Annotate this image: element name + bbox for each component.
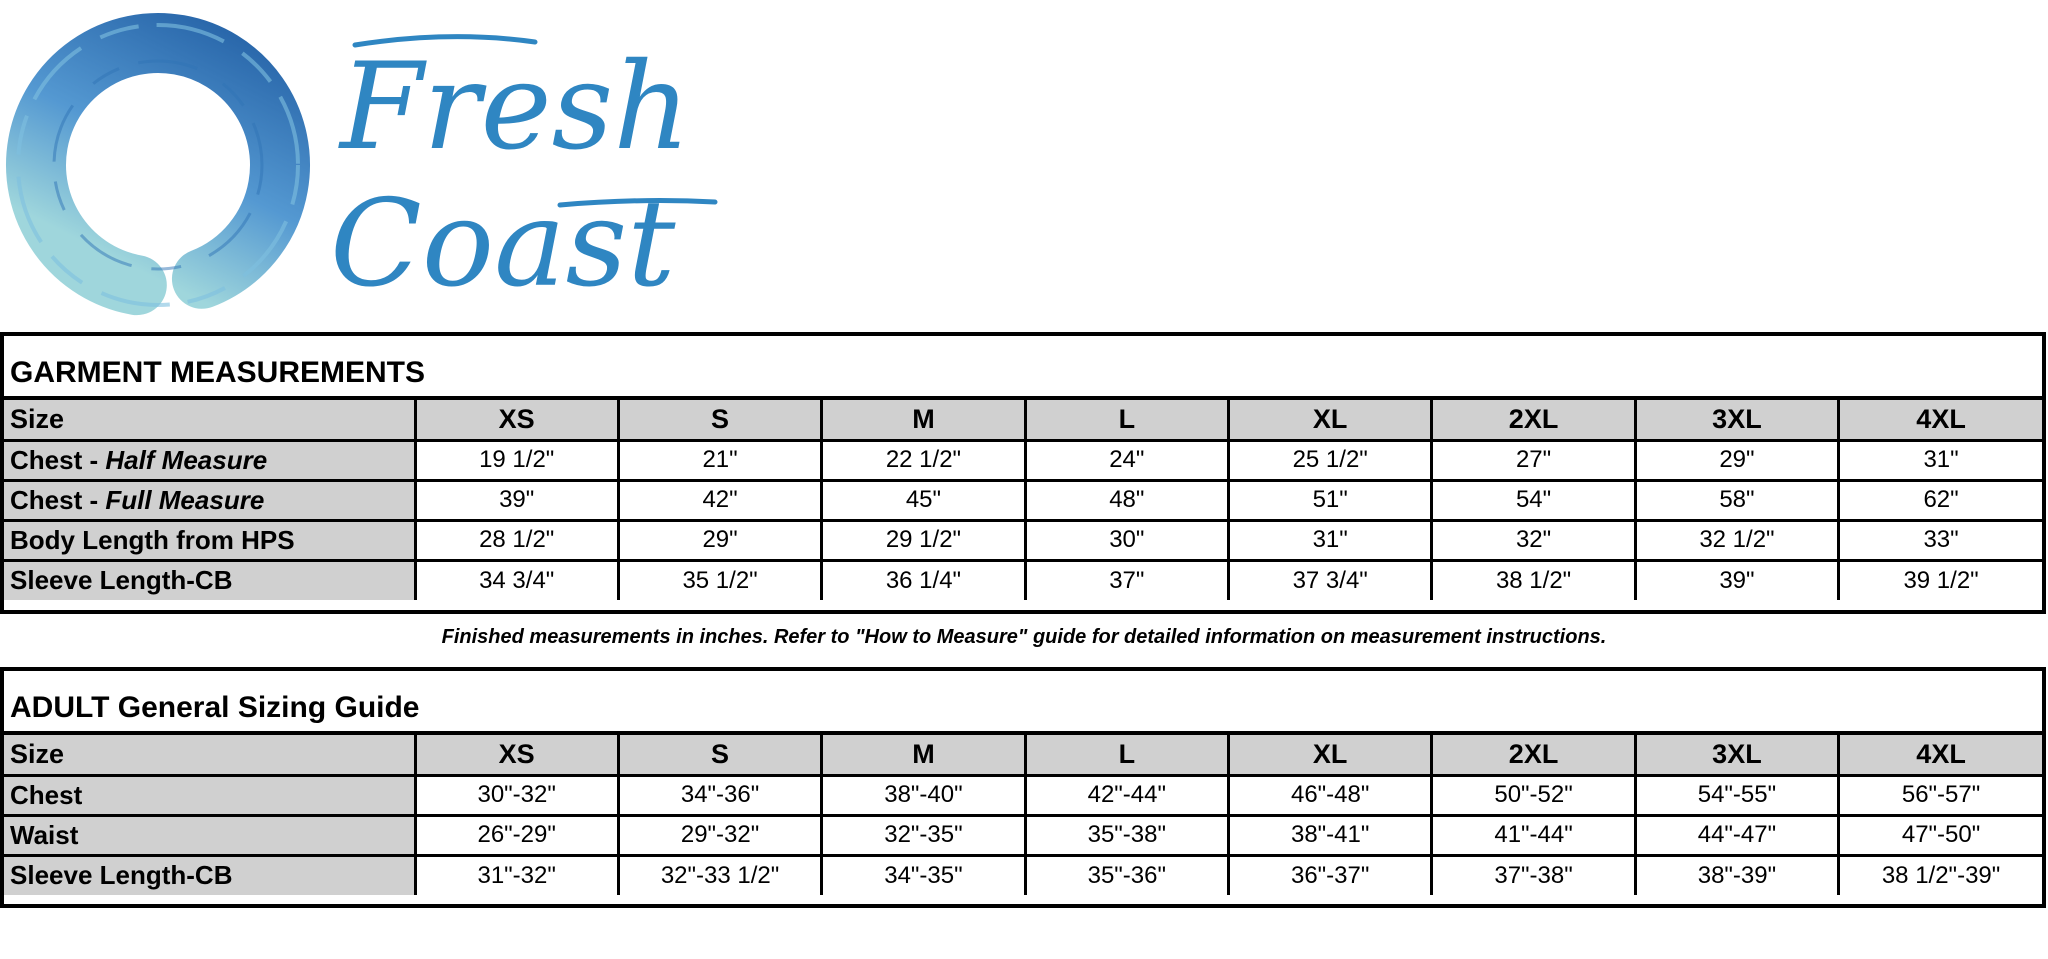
adult-sizing-table xyxy=(0,667,2046,908)
garment-measurements-table xyxy=(0,332,2046,614)
table-cell: 28 1/2" xyxy=(415,520,618,560)
size-label: Size xyxy=(4,735,415,775)
size-header: 2XL xyxy=(1432,735,1635,775)
table-cell: 32" xyxy=(1432,520,1635,560)
size-header: L xyxy=(1025,400,1228,440)
size-header: 3XL xyxy=(1635,400,1838,440)
table-cell: 31" xyxy=(1839,440,2042,480)
table-row xyxy=(4,855,2042,895)
table-cell: 34"-36" xyxy=(618,775,821,815)
table-cell: 21" xyxy=(618,440,821,480)
table-cell: 19 1/2" xyxy=(415,440,618,480)
table-cell: 45" xyxy=(822,480,1025,520)
size-header: S xyxy=(618,735,821,775)
table-row xyxy=(4,815,2042,855)
table-cell: 29" xyxy=(1635,440,1838,480)
table-cell: 37 3/4" xyxy=(1229,560,1432,600)
table-cell: 25 1/2" xyxy=(1229,440,1432,480)
table-cell: 35 1/2" xyxy=(618,560,821,600)
table-cell: 47"-50" xyxy=(1839,815,2042,855)
table-cell: 42"-44" xyxy=(1025,775,1228,815)
table-cell: 29"-32" xyxy=(618,815,821,855)
row-label: Chest - Half Measure xyxy=(4,440,415,480)
size-label: Size xyxy=(4,400,415,440)
table-cell: 37"-38" xyxy=(1432,855,1635,895)
size-header: 3XL xyxy=(1635,735,1838,775)
table-cell: 50"-52" xyxy=(1432,775,1635,815)
table-cell: 54" xyxy=(1432,480,1635,520)
table-row xyxy=(4,560,2042,600)
table-cell: 31" xyxy=(1229,520,1432,560)
size-header: M xyxy=(822,400,1025,440)
size-header: XL xyxy=(1229,735,1432,775)
table-cell: 56"-57" xyxy=(1839,775,2042,815)
table-cell: 34 3/4" xyxy=(415,560,618,600)
table-cell: 51" xyxy=(1229,480,1432,520)
table-cell: 37" xyxy=(1025,560,1228,600)
table-cell: 54"-55" xyxy=(1635,775,1838,815)
size-header: 4XL xyxy=(1839,400,2042,440)
table-row xyxy=(4,775,2042,815)
table-cell: 26"-29" xyxy=(415,815,618,855)
table-row xyxy=(4,440,2042,480)
table-cell: 35"-36" xyxy=(1025,855,1228,895)
table-cell: 39 1/2" xyxy=(1839,560,2042,600)
row-label: Body Length from HPS xyxy=(4,520,415,560)
table-cell: 30"-32" xyxy=(415,775,618,815)
table-cell: 36"-37" xyxy=(1229,855,1432,895)
table-cell: 32"-35" xyxy=(822,815,1025,855)
table-cell: 42" xyxy=(618,480,821,520)
table-row xyxy=(4,480,2042,520)
row-label: Sleeve Length-CB xyxy=(4,855,415,895)
table-cell: 24" xyxy=(1025,440,1228,480)
table-cell: 32"-33 1/2" xyxy=(618,855,821,895)
table-cell: 46"-48" xyxy=(1229,775,1432,815)
table-cell: 38"-41" xyxy=(1229,815,1432,855)
size-header: XL xyxy=(1229,400,1432,440)
table-cell: 38"-39" xyxy=(1635,855,1838,895)
table-cell: 62" xyxy=(1839,480,2042,520)
brand-line1: Fresh xyxy=(340,38,691,177)
table-cell: 31"-32" xyxy=(415,855,618,895)
table-cell: 34"-35" xyxy=(822,855,1025,895)
table-cell: 29" xyxy=(618,520,821,560)
size-header: 2XL xyxy=(1432,400,1635,440)
table-cell: 41"-44" xyxy=(1432,815,1635,855)
adult-size-header-row xyxy=(4,735,2042,775)
row-label: Waist xyxy=(4,815,415,855)
row-label: Sleeve Length-CB xyxy=(4,560,415,600)
table-cell: 38"-40" xyxy=(822,775,1025,815)
size-header: S xyxy=(618,400,821,440)
table-cell: 32 1/2" xyxy=(1635,520,1838,560)
table-cell: 36 1/4" xyxy=(822,560,1025,600)
table-cell: 27" xyxy=(1432,440,1635,480)
measurement-note: Finished measurements in inches. Refer to "How to Measure" guide for detailed information on measurement instructions. xyxy=(441,626,1607,648)
table-cell: 39" xyxy=(415,480,618,520)
table-cell: 38 1/2" xyxy=(1432,560,1635,600)
brush-circle-icon xyxy=(17,24,300,307)
garment-title: GARMENT MEASUREMENTS xyxy=(4,336,2042,400)
table-cell: 29 1/2" xyxy=(822,520,1025,560)
table-cell: 44"-47" xyxy=(1635,815,1838,855)
table-cell: 58" xyxy=(1635,480,1838,520)
row-label: Chest xyxy=(4,775,415,815)
fresh-coast-logo xyxy=(0,0,740,330)
row-label: Chest - Full Measure xyxy=(4,480,415,520)
table-cell: 38 1/2"-39" xyxy=(1839,855,2042,895)
size-header: XS xyxy=(415,735,618,775)
size-header: 4XL xyxy=(1839,735,2042,775)
table-cell: 30" xyxy=(1025,520,1228,560)
table-row xyxy=(4,520,2042,560)
garment-size-header-row xyxy=(4,400,2042,440)
adult-title: ADULT General Sizing Guide xyxy=(4,671,2042,735)
table-cell: 33" xyxy=(1839,520,2042,560)
table-cell: 22 1/2" xyxy=(822,440,1025,480)
size-header: L xyxy=(1025,735,1228,775)
size-header: XS xyxy=(415,400,618,440)
table-cell: 48" xyxy=(1025,480,1228,520)
brand-line2: Coast xyxy=(330,175,676,314)
table-cell: 35"-38" xyxy=(1025,815,1228,855)
size-header: M xyxy=(822,735,1025,775)
table-cell: 39" xyxy=(1635,560,1838,600)
